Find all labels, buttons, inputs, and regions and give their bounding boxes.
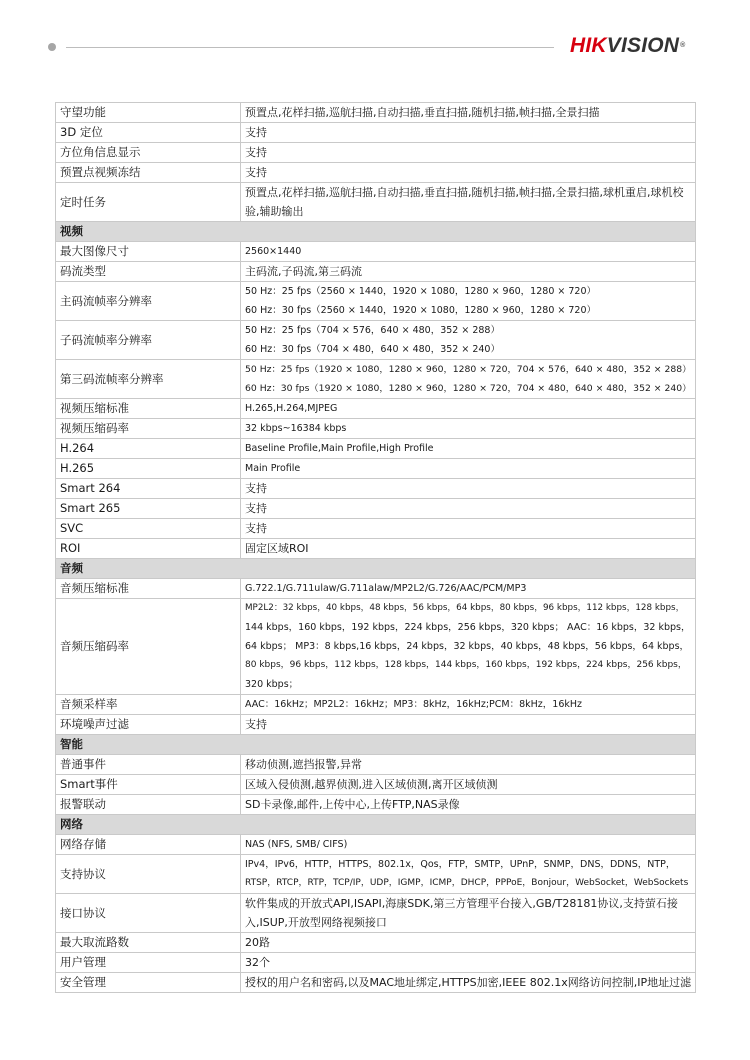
spec-key: 预置点视频冻结 <box>56 163 241 183</box>
spec-value <box>241 973 696 993</box>
spec-key: 音频采样率 <box>56 695 241 715</box>
spec-value-line: 入,ISUP,开放型网络视频接口 <box>245 916 387 929</box>
spec-key: H.264 <box>56 439 241 459</box>
spec-key: 网络存储 <box>56 835 241 855</box>
spec-key: 方位角信息显示 <box>56 143 241 163</box>
spec-key: 普通事件 <box>56 755 241 775</box>
spec-value-line: 支持 <box>245 146 267 159</box>
spec-value-line: 验,辅助输出 <box>245 205 304 218</box>
spec-key: 音频压缩码率 <box>56 599 241 695</box>
spec-key: Smart事件 <box>56 775 241 795</box>
spec-row <box>56 775 696 795</box>
spec-row <box>56 755 696 775</box>
spec-key: SVC <box>56 519 241 539</box>
spec-value-line: 预置点,花样扫描,巡航扫描,自动扫描,垂直扫描,随机扫描,帧扫描,全景扫描,球机重启,球机校 <box>245 186 684 199</box>
page-header <box>0 0 750 80</box>
spec-row <box>56 262 696 282</box>
spec-key: ROI <box>56 539 241 559</box>
spec-key: 视频压缩标准 <box>56 399 241 419</box>
spec-value-line: 60 Hz：30 fps（1920 × 1080，1280 × 960，1280 × 720，704 × 480，640 × 480，352 × 240） <box>245 383 692 394</box>
spec-value-line: SD卡录像,邮件,上传中心,上传FTP,NAS录像 <box>245 798 460 811</box>
spec-value <box>241 439 696 459</box>
spec-row <box>56 835 696 855</box>
spec-value <box>241 282 696 321</box>
spec-row <box>56 539 696 559</box>
spec-key: 音频压缩标准 <box>56 579 241 599</box>
spec-value-line: IPv4，IPv6，HTTP，HTTPS，802.1x，Qos，FTP，SMTP，UPnP，SNMP，DNS，DDNS，NTP， <box>245 859 676 870</box>
spec-value <box>241 933 696 953</box>
spec-value-line: 60 Hz：30 fps（704 × 480，640 × 480，352 × 240） <box>245 344 500 355</box>
spec-value-line: 50 Hz：25 fps（1920 × 1080，1280 × 960，1280 × 720，704 × 576，640 × 480，352 × 288） <box>245 364 692 375</box>
section-header <box>56 735 696 755</box>
spec-value <box>241 695 696 715</box>
spec-value-line: 预置点,花样扫描,巡航扫描,自动扫描,垂直扫描,随机扫描,帧扫描,全景扫描 <box>245 106 600 119</box>
spec-value-line: 20路 <box>245 936 270 949</box>
spec-value-line: AAC：16kHz；MP2L2：16kHz；MP3：8kHz，16kHz;PCM：8kHz，16kHz <box>245 699 582 710</box>
spec-value-line: G.722.1/G.711ulaw/G.711alaw/MP2L2/G.726/AAC/PCM/MP3 <box>245 583 527 594</box>
spec-value-line: 32 kbps~16384 kbps <box>245 423 347 434</box>
spec-key: 最大取流路数 <box>56 933 241 953</box>
spec-value-line: 授权的用户名和密码,以及MAC地址绑定,HTTPS加密,IEEE 802.1x网络访问控制,IP地址过滤 <box>245 976 692 989</box>
spec-row <box>56 419 696 439</box>
spec-value <box>241 953 696 973</box>
spec-value-line: 50 Hz：25 fps（2560 × 1440，1920 × 1080，1280 × 960，1280 × 720） <box>245 286 596 297</box>
spec-key: 环境噪声过滤 <box>56 715 241 735</box>
spec-value-line: 60 Hz：30 fps（2560 × 1440，1920 × 1080，1280 × 960，1280 × 720） <box>245 305 596 316</box>
spec-value <box>241 143 696 163</box>
section-title: 视频 <box>56 222 696 242</box>
spec-row <box>56 599 696 695</box>
section-header <box>56 559 696 579</box>
spec-value <box>241 360 696 399</box>
spec-value <box>241 894 696 933</box>
spec-value <box>241 755 696 775</box>
spec-value-line: H.265,H.264,MJPEG <box>245 403 338 414</box>
spec-value-line: 支持 <box>245 166 267 179</box>
spec-key: 子码流帧率分辨率 <box>56 321 241 360</box>
section-header <box>56 815 696 835</box>
spec-row <box>56 894 696 933</box>
spec-row <box>56 579 696 599</box>
spec-value-line: 支持 <box>245 126 267 139</box>
spec-value-line: 支持 <box>245 522 267 535</box>
spec-row <box>56 479 696 499</box>
spec-key: 码流类型 <box>56 262 241 282</box>
spec-value <box>241 103 696 123</box>
section-title: 智能 <box>56 735 696 755</box>
spec-key: 第三码流帧率分辨率 <box>56 360 241 399</box>
spec-row <box>56 321 696 360</box>
spec-row <box>56 715 696 735</box>
spec-value <box>241 599 696 695</box>
spec-row <box>56 795 696 815</box>
spec-key: 视频压缩码率 <box>56 419 241 439</box>
spec-key: 守望功能 <box>56 103 241 123</box>
section-header <box>56 222 696 242</box>
spec-value-line: 64 kbps； MP3：8 kbps,16 kbps，24 kbps，32 kbps，40 kbps，48 kbps，56 kbps，64 kbps， <box>245 641 690 652</box>
spec-row <box>56 282 696 321</box>
spec-value <box>241 519 696 539</box>
spec-row <box>56 143 696 163</box>
spec-key: 3D 定位 <box>56 123 241 143</box>
spec-row <box>56 103 696 123</box>
spec-value-line: 32个 <box>245 956 270 969</box>
spec-row <box>56 439 696 459</box>
spec-value-line: 区域入侵侦测,越界侦测,进入区域侦测,离开区域侦测 <box>245 778 498 791</box>
spec-value-line: 支持 <box>245 482 267 495</box>
spec-value <box>241 163 696 183</box>
spec-key: 最大图像尺寸 <box>56 242 241 262</box>
spec-value-line: 320 kbps； <box>245 679 299 690</box>
header-rule <box>66 47 554 48</box>
spec-row <box>56 519 696 539</box>
spec-value <box>241 479 696 499</box>
spec-value-line: RTSP，RTCP，RTP，TCP/IP，UDP，IGMP，ICMP，DHCP，PPPoE，Bonjour，WebSocket，WebSockets <box>245 878 689 888</box>
spec-value-line: Baseline Profile,Main Profile,High Profile <box>245 443 434 454</box>
spec-value-line: 50 Hz：25 fps（704 × 576，640 × 480，352 × 288） <box>245 325 500 336</box>
spec-key: 报警联动 <box>56 795 241 815</box>
spec-table <box>55 102 696 993</box>
spec-value <box>241 855 696 894</box>
spec-value <box>241 715 696 735</box>
spec-value <box>241 459 696 479</box>
spec-row <box>56 163 696 183</box>
spec-value <box>241 835 696 855</box>
spec-key: 主码流帧率分辨率 <box>56 282 241 321</box>
spec-value-line: Main Profile <box>245 463 301 474</box>
spec-value-line: 固定区域ROI <box>245 542 309 555</box>
spec-row <box>56 499 696 519</box>
spec-key: 用户管理 <box>56 953 241 973</box>
header-dot <box>48 43 56 51</box>
spec-value <box>241 183 696 222</box>
spec-value-line: 软件集成的开放式API,ISAPI,海康SDK,第三方管理平台接入,GB/T28181协议,支持萤石接 <box>245 897 678 910</box>
spec-key: 支持协议 <box>56 855 241 894</box>
spec-value <box>241 795 696 815</box>
spec-value-line: NAS (NFS, SMB/ CIFS) <box>245 839 348 850</box>
spec-value <box>241 399 696 419</box>
spec-row <box>56 123 696 143</box>
spec-row <box>56 933 696 953</box>
spec-value <box>241 321 696 360</box>
spec-value-line: 主码流,子码流,第三码流 <box>245 265 362 278</box>
spec-value-line: 80 kbps，96 kbps，112 kbps，128 kbps，144 kbps，160 kbps，192 kbps，224 kbps，256 kbps， <box>245 660 687 670</box>
spec-row <box>56 399 696 419</box>
spec-row <box>56 855 696 894</box>
spec-key: 定时任务 <box>56 183 241 222</box>
spec-value <box>241 499 696 519</box>
spec-value <box>241 419 696 439</box>
spec-value-line: 144 kbps，160 kbps，192 kbps，224 kbps，256 kbps，320 kbps； AAC：16 kbps，32 kbps， <box>245 622 691 633</box>
spec-row <box>56 459 696 479</box>
spec-key: H.265 <box>56 459 241 479</box>
section-title: 网络 <box>56 815 696 835</box>
spec-value-line: MP2L2：32 kbps，40 kbps，48 kbps，56 kbps，64 kbps，80 kbps，96 kbps，112 kbps，128 kbps， <box>245 603 685 613</box>
spec-value <box>241 242 696 262</box>
spec-value-line: 支持 <box>245 502 267 515</box>
spec-value-line: 2560×1440 <box>245 246 302 257</box>
spec-row <box>56 695 696 715</box>
spec-row <box>56 183 696 222</box>
spec-key: Smart 264 <box>56 479 241 499</box>
spec-value <box>241 775 696 795</box>
spec-value <box>241 579 696 599</box>
spec-value-line: 移动侦测,遮挡报警,异常 <box>245 758 362 771</box>
section-title: 音频 <box>56 559 696 579</box>
spec-key: Smart 265 <box>56 499 241 519</box>
spec-value <box>241 262 696 282</box>
spec-value <box>241 123 696 143</box>
spec-row <box>56 242 696 262</box>
spec-row <box>56 973 696 993</box>
spec-value-line: 支持 <box>245 718 267 731</box>
spec-key: 安全管理 <box>56 973 241 993</box>
hikvision-logo: HIKVISION® <box>570 34 686 57</box>
spec-row <box>56 953 696 973</box>
spec-table-body <box>56 103 696 993</box>
spec-row <box>56 360 696 399</box>
spec-value <box>241 539 696 559</box>
spec-key: 接口协议 <box>56 894 241 933</box>
